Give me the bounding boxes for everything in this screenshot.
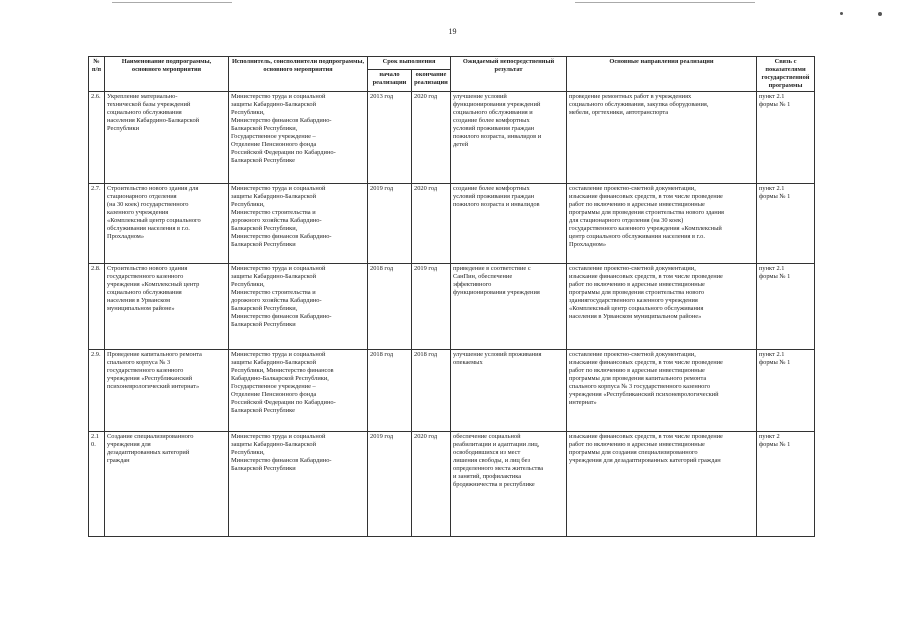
- cell-executor: [229, 92, 368, 184]
- cell-executor-line: защиты Кабардино-Балкарской: [231, 101, 317, 108]
- cell-executor-line: Министерство финансов Кабардино-: [231, 457, 332, 464]
- cell-name-line: Укрепление материально-: [107, 93, 178, 100]
- cell-link-line: пункт 2.1: [759, 265, 785, 272]
- cell-result-line: условий проживания граждан: [453, 125, 535, 132]
- cell-result-line: опекаемых: [453, 359, 483, 366]
- cell-directions-line: центр социального обслуживания населения в г.о.: [569, 233, 705, 240]
- cell-result-line: детей: [453, 141, 469, 148]
- cell-name-line: социального обслуживания: [107, 289, 182, 296]
- header-term: Срок выполнения: [368, 57, 451, 70]
- cell-num: 2.6.: [89, 92, 105, 184]
- cell-executor-line: Республики,: [231, 201, 265, 208]
- cell-result-line: приведение в соответствие с: [453, 265, 531, 272]
- header-link: Связь с показателями государственной программы: [757, 57, 815, 92]
- cell-executor-line: Балкарской Республики: [231, 241, 296, 248]
- cell-name-line: Строительство нового здания для: [107, 185, 199, 192]
- cell-directions-line: программы для создания специализированного: [569, 449, 698, 456]
- cell-name-line: Республики: [107, 125, 140, 132]
- cell-executor-line: Балкарской Республики,: [231, 305, 298, 312]
- cell-directions-line: государственного казенного учреждения «Комплексный: [569, 225, 722, 232]
- cell-executor: [229, 350, 368, 432]
- cell-result-line: функционирования учреждений: [453, 101, 541, 108]
- cell-link-line: пункт 2: [759, 433, 780, 440]
- table-row: [89, 432, 815, 537]
- cell-directions-line: зданиягосударственного казенного учреждения: [569, 297, 698, 304]
- cell-name-line: технической базы учреждений: [107, 101, 191, 108]
- cell-directions-line: учреждения для дезадаптированных категорий граждан: [569, 457, 721, 464]
- cell-link-line: пункт 2.1: [759, 185, 785, 192]
- cell-name-line: муниципальном районе»: [107, 305, 175, 312]
- scan-dot-mark: [840, 12, 843, 15]
- header-result: Ожидаемый непосредственный результат: [451, 57, 567, 92]
- cell-result-line: бродяжничества в республике: [453, 481, 535, 488]
- cell-num: 2.8.: [89, 264, 105, 350]
- cell-directions-line: изыскание финансовых средств, в том числе проведение: [569, 359, 723, 366]
- cell-name-line: спального корпуса № 3: [107, 359, 171, 366]
- cell-directions-line: проведение ремонтных работ в учреждениях: [569, 93, 692, 100]
- cell-name-line: государственного казенного: [107, 273, 184, 280]
- cell-result: [451, 92, 567, 184]
- cell-start: 2018 год: [368, 264, 412, 350]
- cell-link-line: формы № 1: [759, 273, 791, 280]
- cell-executor-line: Российской Федерации по Кабардино-: [231, 399, 336, 406]
- cell-directions-line: составление проектно-сметной документации,: [569, 351, 696, 358]
- header-num: № п/п: [89, 57, 105, 92]
- cell-name-line: населения Кабардино-Балкарской: [107, 117, 200, 124]
- cell-executor-line: Государственное учреждение –: [231, 133, 316, 140]
- cell-end: 2018 год: [412, 350, 451, 432]
- cell-directions-line: изыскание финансовых средств, в том числе проведение: [569, 273, 723, 280]
- cell-directions: [567, 92, 757, 184]
- cell-name-line: учреждения «Комплексный центр: [107, 281, 200, 288]
- table-row: [89, 92, 815, 184]
- cell-name-line: учреждения для: [107, 441, 151, 448]
- table-row: [89, 184, 815, 264]
- cell-link-line: формы № 1: [759, 359, 791, 366]
- cell-directions-line: работ по включению в адресные инвестиционные: [569, 281, 705, 288]
- cell-executor-line: Балкарской Республики: [231, 465, 296, 472]
- page-number: 19: [448, 27, 457, 36]
- cell-result-line: реабилитации и адаптации лиц,: [453, 441, 540, 448]
- cell-start: 2013 год: [368, 92, 412, 184]
- header-term-end: окончание реализации: [412, 69, 451, 91]
- cell-executor-line: Министерство труда и социальной: [231, 185, 326, 192]
- cell-name-line: населения в Урванском: [107, 297, 171, 304]
- cell-name-line: дезадаптированных категорий: [107, 449, 190, 456]
- cell-directions-line: для стационарного отделения (на 30 коек): [569, 217, 684, 224]
- cell-directions-line: изыскание финансовых средств, в том числе проведение: [569, 193, 723, 200]
- cell-result-line: эффективного: [453, 281, 492, 288]
- cell-executor-line: Министерство финансов Кабардино-: [231, 313, 332, 320]
- cell-executor-line: Балкарской Республики,: [231, 125, 298, 132]
- cell-executor: [229, 264, 368, 350]
- table-row: [89, 350, 815, 432]
- cell-executor-line: защиты Кабардино-Балкарской: [231, 193, 317, 200]
- cell-directions-line: мебели, оргтехники, автотранспорта: [569, 109, 669, 116]
- cell-executor-line: Республики,: [231, 449, 265, 456]
- cell-executor-line: Балкарской Республики: [231, 321, 296, 328]
- cell-link-line: формы № 1: [759, 193, 791, 200]
- cell-executor-line: защиты Кабардино-Балкарской: [231, 273, 317, 280]
- cell-link-line: формы № 1: [759, 101, 791, 108]
- cell-result-line: лишения свободы, и лиц без: [453, 457, 531, 464]
- cell-name-line: Строительство нового здания: [107, 265, 188, 272]
- cell-start: 2019 год: [368, 184, 412, 264]
- cell-executor-line: Республики, Министерство финансов: [231, 367, 334, 374]
- cell-executor-line: Балкарской Республики,: [231, 225, 298, 232]
- cell-name-line: государственного казенного: [107, 367, 184, 374]
- cell-result: [451, 184, 567, 264]
- cell-executor-line: Министерство строительства и: [231, 289, 316, 296]
- cell-directions-line: составление проектно-сметной документации,: [569, 185, 696, 192]
- cell-directions: [567, 264, 757, 350]
- cell-executor-line: Балкарской Республике: [231, 407, 295, 414]
- cell-name-line: граждан: [107, 457, 130, 464]
- cell-executor-line: Министерство финансов Кабардино-: [231, 233, 332, 240]
- cell-name-line: Проведение капитального ремонта: [107, 351, 202, 358]
- cell-directions-line: работ по включению в адресные инвестиционные: [569, 367, 705, 374]
- cell-result-line: определенного места жительства: [453, 465, 544, 472]
- cell-name-line: «Комплексный центр социального: [107, 217, 201, 224]
- cell-name-line: учреждения «Республиканский: [107, 375, 193, 382]
- cell-name-line: (на 30 коек) государственного: [107, 201, 189, 208]
- cell-executor-line: Республики,: [231, 281, 265, 288]
- header-directions: Основные направления реализации: [567, 57, 757, 92]
- header-term-start: начало реализации: [368, 69, 412, 91]
- cell-directions: [567, 350, 757, 432]
- cell-directions-line: спального корпуса № 3 государственного казенного: [569, 383, 711, 390]
- cell-num: 2.7.: [89, 184, 105, 264]
- scan-dot-mark: [878, 12, 882, 16]
- cell-directions-line: программы для проведения капитального ремонта: [569, 375, 707, 382]
- cell-result-line: создание более комфортных: [453, 117, 530, 124]
- cell-result-line: пожилого возраста и инвалидов: [453, 201, 540, 208]
- cell-executor-line: дорожного хозяйства Кабардино-: [231, 297, 322, 304]
- cell-name-line: стационарного отделения: [107, 193, 177, 200]
- cell-name-line: Создание специализированного: [107, 433, 194, 440]
- cell-executor-line: Министерство труда и социальной: [231, 433, 326, 440]
- cell-name: [105, 350, 229, 432]
- scan-top-rule-left: [112, 2, 232, 3]
- cell-start: 2018 год: [368, 350, 412, 432]
- cell-end: 2020 год: [412, 432, 451, 537]
- header-name: Наименование подпрограммы, основного мероприятия: [105, 57, 229, 92]
- cell-link: [757, 184, 815, 264]
- cell-link: [757, 350, 815, 432]
- cell-executor-line: дорожного хозяйства Кабардино-: [231, 217, 322, 224]
- cell-link-line: формы № 1: [759, 441, 791, 448]
- cell-executor-line: Министерство финансов Кабардино-: [231, 117, 332, 124]
- scan-top-rule-right: [575, 2, 755, 3]
- cell-num: 2.9.: [89, 350, 105, 432]
- cell-result-line: улучшение условий проживания: [453, 351, 542, 358]
- cell-executor: [229, 432, 368, 537]
- cell-end: 2019 год: [412, 264, 451, 350]
- cell-executor-line: защиты Кабардино-Балкарской: [231, 441, 317, 448]
- cell-link-line: пункт 2.1: [759, 93, 785, 100]
- cell-name-line: обслуживания населения в г.о.: [107, 225, 190, 232]
- cell-executor-line: Республики,: [231, 109, 265, 116]
- cell-executor-line: Кабардино-Балкарской Республики,: [231, 375, 329, 382]
- cell-name-line: психоневрологический интернат»: [107, 383, 200, 390]
- cell-name: [105, 92, 229, 184]
- cell-executor-line: Российской Федерации по Кабардино-: [231, 149, 336, 156]
- cell-result-line: освободившихся из мест: [453, 449, 521, 456]
- cell-result-line: социального обслуживания и: [453, 109, 533, 116]
- cell-result: [451, 264, 567, 350]
- cell-result-line: СанПин, обеспечение: [453, 273, 513, 280]
- cell-link: [757, 264, 815, 350]
- cell-executor-line: Отделение Пенсионного фонда: [231, 141, 317, 148]
- cell-executor-line: Государственное учреждение –: [231, 383, 316, 390]
- cell-executor-line: Министерство труда и социальной: [231, 351, 326, 358]
- cell-result: [451, 432, 567, 537]
- cell-name-line: Прохладном»: [107, 233, 145, 240]
- cell-result-line: обеспечение социальной: [453, 433, 521, 440]
- table-row: [89, 264, 815, 350]
- cell-name: [105, 184, 229, 264]
- cell-directions-line: Прохладном»: [569, 241, 607, 248]
- cell-result: [451, 350, 567, 432]
- cell-directions: [567, 432, 757, 537]
- cell-executor-line: Министерство труда и социальной: [231, 265, 326, 272]
- header-executor: Исполнитель, соисполнители подпрограммы, основного мероприятия: [229, 57, 368, 92]
- cell-directions-line: интернат»: [569, 399, 597, 406]
- cell-executor-line: защиты Кабардино-Балкарской: [231, 359, 317, 366]
- cell-directions-line: населения в Урванском муниципальном районе»: [569, 313, 702, 320]
- cell-name: [105, 432, 229, 537]
- cell-directions-line: программы для проведения строительства нового здания: [569, 209, 724, 216]
- cell-result-line: функционирования учреждения: [453, 289, 540, 296]
- cell-directions-line: работ по включению в адресные инвестиционные: [569, 441, 705, 448]
- cell-name-line: социального обслуживания: [107, 109, 182, 116]
- cell-executor-line: Министерство строительства и: [231, 209, 316, 216]
- cell-executor: [229, 184, 368, 264]
- cell-result-line: создание более комфортных: [453, 185, 530, 192]
- cell-link: [757, 432, 815, 537]
- cell-directions-line: социального обслуживания, закупка оборудования,: [569, 101, 709, 108]
- cell-end: 2020 год: [412, 92, 451, 184]
- cell-result-line: условий проживания граждан: [453, 193, 535, 200]
- cell-directions-line: работ по включению в адресные инвестиционные: [569, 201, 705, 208]
- program-measures-table: [88, 56, 815, 537]
- cell-name: [105, 264, 229, 350]
- cell-executor-line: Балкарской Республике: [231, 157, 295, 164]
- cell-directions-line: программы для проведения строительства нового: [569, 289, 705, 296]
- table-body: [89, 92, 815, 537]
- cell-end: 2020 год: [412, 184, 451, 264]
- cell-num: 2.10.: [89, 432, 105, 537]
- cell-link: [757, 92, 815, 184]
- cell-result-line: и занятий, профилактика: [453, 473, 522, 480]
- cell-result-line: улучшение условий: [453, 93, 507, 100]
- cell-directions-line: учреждения «Республиканский психоневрологический: [569, 391, 719, 398]
- cell-directions: [567, 184, 757, 264]
- cell-result-line: пожилого возраста, инвалидов и: [453, 133, 542, 140]
- cell-directions-line: составление проектно-сметной документации,: [569, 265, 696, 272]
- cell-link-line: пункт 2.1: [759, 351, 785, 358]
- cell-name-line: казенного учреждения: [107, 209, 169, 216]
- cell-start: 2019 год: [368, 432, 412, 537]
- cell-executor-line: Отделение Пенсионного фонда: [231, 391, 317, 398]
- cell-executor-line: Министерство труда и социальной: [231, 93, 326, 100]
- cell-directions-line: «Комплексный центр социального обслуживания: [569, 305, 704, 312]
- cell-directions-line: изыскание финансовых средств, в том числе проведение: [569, 433, 723, 440]
